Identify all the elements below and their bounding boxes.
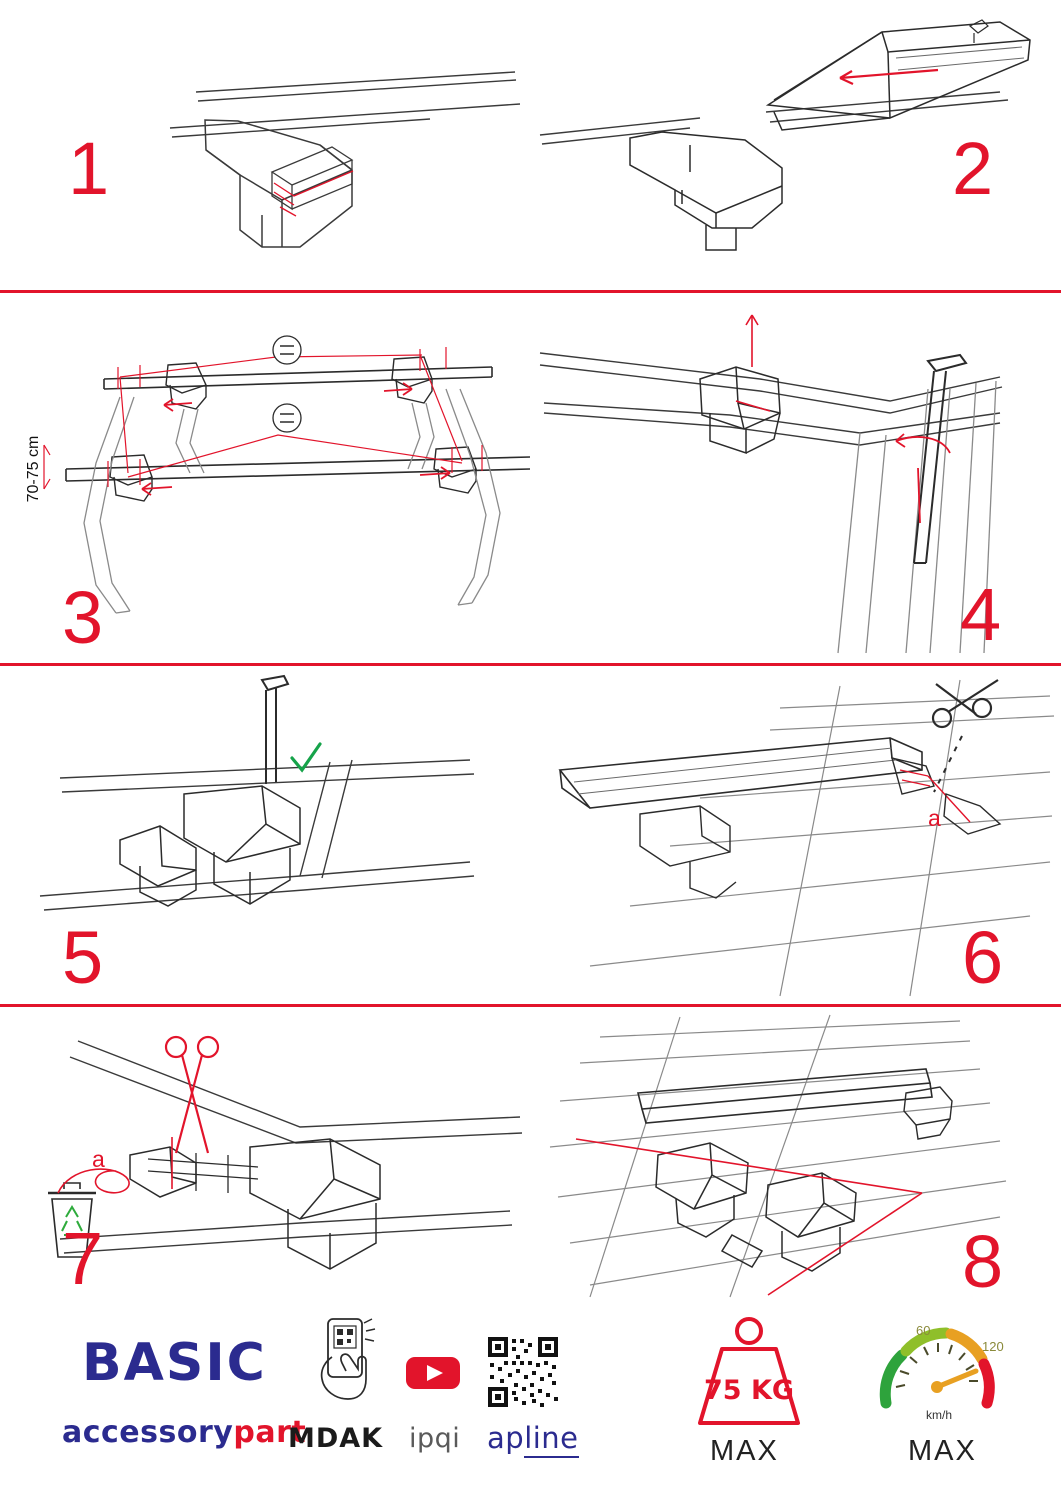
footer: [0, 1305, 1061, 1500]
brand-accessory-text: accessory: [62, 1415, 234, 1450]
step-3-number: 3: [62, 576, 104, 659]
step-4: [530, 293, 1061, 663]
step-4-number: 4: [960, 573, 1002, 656]
weight-value: 75 KG: [703, 1375, 795, 1406]
brand-line-text: line: [524, 1421, 578, 1458]
youtube-icon[interactable]: [405, 1353, 461, 1393]
weight-icon: [684, 1313, 814, 1433]
step-3: [0, 293, 530, 663]
step-6-label-a: a: [928, 805, 941, 831]
step-1: [0, 0, 530, 290]
speed-unit-label: km/h: [925, 1408, 953, 1422]
step-8-number: 8: [962, 1220, 1004, 1303]
brand-ap-text: ap: [487, 1421, 525, 1455]
brand-basic: BASIC: [82, 1333, 267, 1393]
speedometer-icon: [872, 1315, 1007, 1433]
gauge-tick-60: 60: [916, 1323, 931, 1338]
step-7-number: 7: [62, 1217, 104, 1300]
step-2: [530, 0, 1061, 290]
qr-code-icon[interactable]: [486, 1335, 560, 1409]
step-3-measurement: 70-75 cm: [25, 435, 42, 503]
step-7: [0, 1007, 530, 1305]
brand-apline: [487, 1421, 579, 1455]
weight-max-label: MAX: [710, 1435, 779, 1467]
brand-mdak: MDAK: [288, 1423, 384, 1454]
step-6: [530, 666, 1061, 1004]
step-8: [530, 1007, 1061, 1305]
brand-accessorypart: [62, 1415, 306, 1450]
step-2-number: 2: [952, 127, 994, 210]
speed-max-label: MAX: [908, 1435, 977, 1467]
scissors-icon: [166, 1037, 218, 1153]
step-1-number: 1: [68, 127, 110, 210]
brand-ipqi: ipqi: [409, 1423, 461, 1454]
gauge-tick-120: 120: [982, 1339, 1004, 1354]
step-7-label-a: a: [92, 1146, 105, 1172]
qr-phone-icon[interactable]: [312, 1317, 384, 1403]
brand-part-text: part: [233, 1415, 307, 1450]
step-5: [0, 666, 530, 1004]
step-6-number: 6: [962, 916, 1004, 999]
step-5-number: 5: [62, 916, 104, 999]
